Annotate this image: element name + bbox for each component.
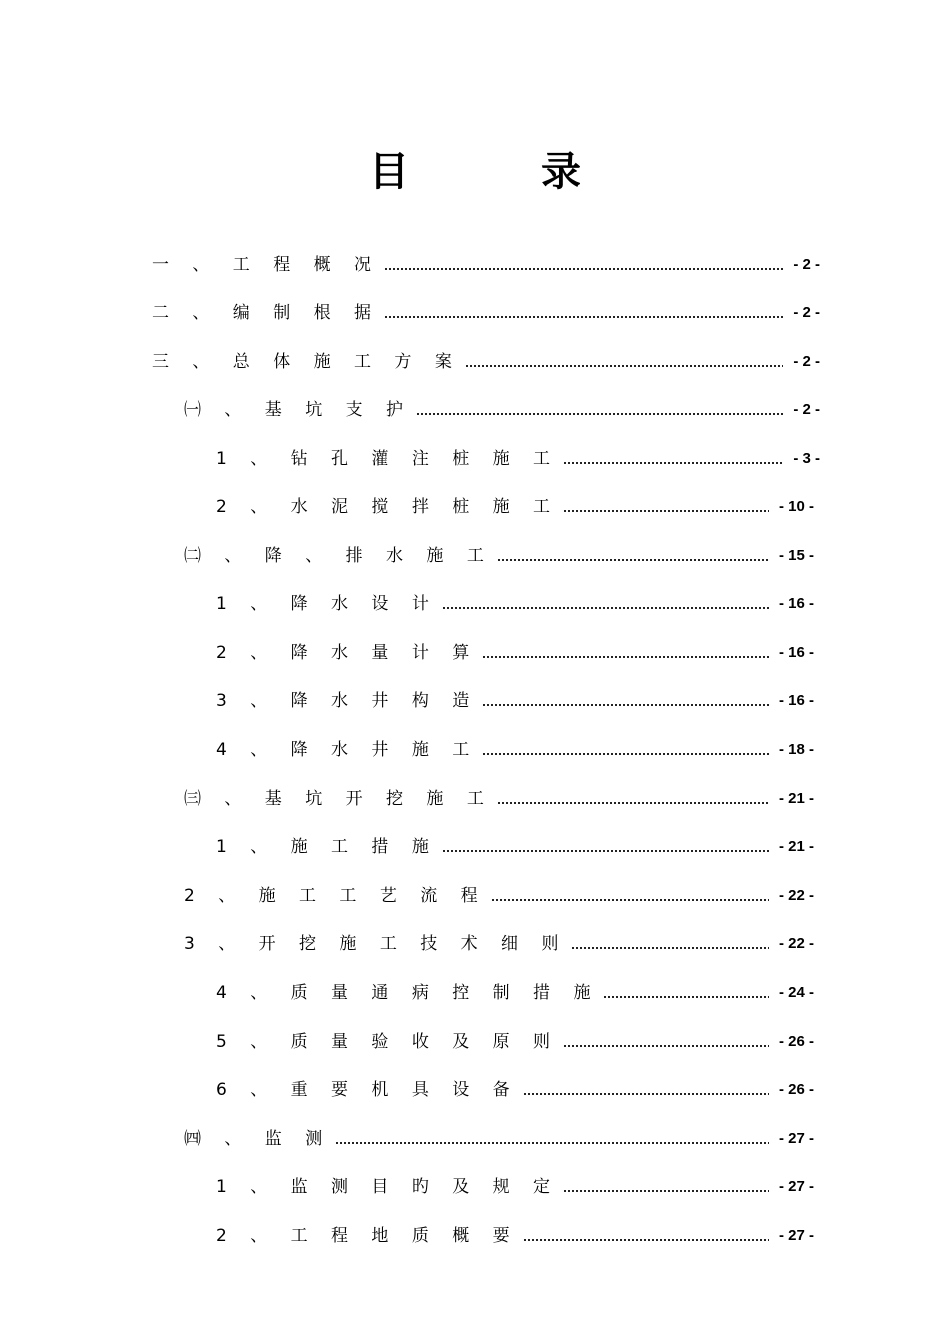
toc-entry-page: - 16 - bbox=[778, 692, 814, 709]
toc-entry-page: - 26 - bbox=[778, 1081, 814, 1098]
toc-entry-page: - 22 - bbox=[778, 887, 814, 904]
toc-entry-label: ㈢ 、 基 坑 开 挖 施 工 bbox=[184, 789, 493, 809]
toc-entry-label: 一 、 工 程 概 况 bbox=[152, 255, 381, 275]
toc-entry-page: - 10 - bbox=[778, 498, 814, 515]
toc-entry[interactable] bbox=[216, 1222, 814, 1250]
toc-leader-dots bbox=[335, 1141, 769, 1145]
toc-leader-dots bbox=[482, 703, 769, 707]
toc-leader-dots bbox=[465, 364, 784, 368]
toc-entry-label: 三 、 总 体 施 工 方 案 bbox=[152, 352, 461, 372]
toc-entry-label: 3 、 降 水 井 构 造 bbox=[216, 691, 479, 711]
toc-entry-page: - 2 - bbox=[793, 401, 820, 418]
toc-entry[interactable] bbox=[216, 1173, 814, 1201]
toc-entry-label: 4 、 质 量 通 病 控 制 措 施 bbox=[216, 983, 600, 1003]
toc-entry-label: 2 、 水 泥 搅 拌 桩 施 工 bbox=[216, 497, 560, 517]
toc-entry[interactable] bbox=[216, 493, 814, 521]
toc-leader-dots bbox=[416, 412, 783, 416]
toc-entry-page: - 21 - bbox=[778, 838, 814, 855]
toc-entry[interactable] bbox=[184, 1125, 814, 1153]
toc-leader-dots bbox=[384, 315, 783, 319]
toc-entry[interactable] bbox=[152, 251, 820, 279]
toc-entry-page: - 16 - bbox=[778, 644, 814, 661]
toc-leader-dots bbox=[563, 509, 769, 513]
toc-entry-page: - 18 - bbox=[778, 741, 814, 758]
toc-entry[interactable] bbox=[216, 590, 814, 618]
toc-entry-label: 1 、 降 水 设 计 bbox=[216, 594, 438, 614]
toc-entry[interactable] bbox=[184, 930, 814, 958]
toc-entry-page: - 16 - bbox=[778, 595, 814, 612]
toc-entry-label: 4 、 降 水 井 施 工 bbox=[216, 740, 479, 760]
toc-entry-label: ㈠ 、 基 坑 支 护 bbox=[184, 400, 413, 420]
toc-entry-label: 1 、 施 工 措 施 bbox=[216, 837, 438, 857]
toc-entry[interactable] bbox=[152, 299, 820, 327]
toc-leader-dots bbox=[571, 946, 769, 950]
toc-entry-page: - 26 - bbox=[778, 1033, 814, 1050]
toc-entry-label: 3 、 开 挖 施 工 技 术 细 则 bbox=[184, 934, 568, 954]
toc-entry[interactable] bbox=[216, 639, 814, 667]
toc-leader-dots bbox=[482, 655, 769, 659]
toc-entry-page: - 27 - bbox=[778, 1130, 814, 1147]
toc-entry-label: 2 、 降 水 量 计 算 bbox=[216, 643, 479, 663]
toc-entry-page: - 27 - bbox=[778, 1178, 814, 1195]
toc-entry-label: 1 、 监 测 目 旳 及 规 定 bbox=[216, 1177, 560, 1197]
toc-entry[interactable] bbox=[216, 1028, 814, 1056]
toc-entry-page: - 22 - bbox=[778, 935, 814, 952]
toc-entry-label: 1 、 钻 孔 灌 注 桩 施 工 bbox=[216, 449, 560, 469]
toc-entry-label: ㈡ 、 降 、 排 水 施 工 bbox=[184, 546, 493, 566]
toc-entry[interactable] bbox=[216, 445, 820, 473]
toc-leader-dots bbox=[563, 1044, 769, 1048]
toc-leader-dots bbox=[563, 1189, 769, 1193]
toc-entry[interactable] bbox=[216, 1076, 814, 1104]
toc-entry-page: - 2 - bbox=[793, 256, 820, 273]
toc-leader-dots bbox=[497, 558, 769, 562]
toc-entry-page: - 2 - bbox=[793, 353, 820, 370]
toc-entry-label: 6 、 重 要 机 具 设 备 bbox=[216, 1080, 519, 1100]
toc-entry-page: - 24 - bbox=[778, 984, 814, 1001]
toc-entry-label: ㈣ 、 监 测 bbox=[184, 1129, 332, 1149]
toc-leader-dots bbox=[384, 267, 783, 271]
page-title: 目 录 bbox=[369, 148, 627, 195]
toc-leader-dots bbox=[442, 849, 769, 853]
toc-leader-dots bbox=[497, 801, 769, 805]
toc-leader-dots bbox=[563, 461, 783, 465]
toc-entry[interactable] bbox=[152, 348, 820, 376]
toc-entry-label: 2 、 工 程 地 质 概 要 bbox=[216, 1226, 519, 1246]
toc-entry-page: - 2 - bbox=[793, 304, 820, 321]
toc-entry[interactable] bbox=[216, 979, 814, 1007]
toc-entry-page: - 15 - bbox=[778, 547, 814, 564]
toc-entry-label: 2 、 施 工 工 艺 流 程 bbox=[184, 886, 487, 906]
toc-leader-dots bbox=[523, 1092, 769, 1096]
toc-entry[interactable] bbox=[216, 687, 814, 715]
toc-entry[interactable] bbox=[216, 736, 814, 764]
toc-leader-dots bbox=[482, 752, 769, 756]
toc-entry[interactable] bbox=[184, 396, 820, 424]
toc-entry[interactable] bbox=[216, 833, 814, 861]
toc-entry-page: - 3 - bbox=[793, 450, 820, 467]
toc-entry[interactable] bbox=[184, 785, 814, 813]
toc-entry-page: - 21 - bbox=[778, 790, 814, 807]
toc-leader-dots bbox=[603, 995, 769, 999]
toc-entry[interactable] bbox=[184, 542, 814, 570]
toc-entry[interactable] bbox=[184, 882, 814, 910]
toc-leader-dots bbox=[523, 1238, 769, 1242]
toc-entry-label: 5 、 质 量 验 收 及 原 则 bbox=[216, 1032, 560, 1052]
toc-leader-dots bbox=[491, 898, 769, 902]
toc-entry-label: 二 、 编 制 根 据 bbox=[152, 303, 381, 323]
toc-leader-dots bbox=[442, 606, 769, 610]
toc-entry-page: - 27 - bbox=[778, 1227, 814, 1244]
